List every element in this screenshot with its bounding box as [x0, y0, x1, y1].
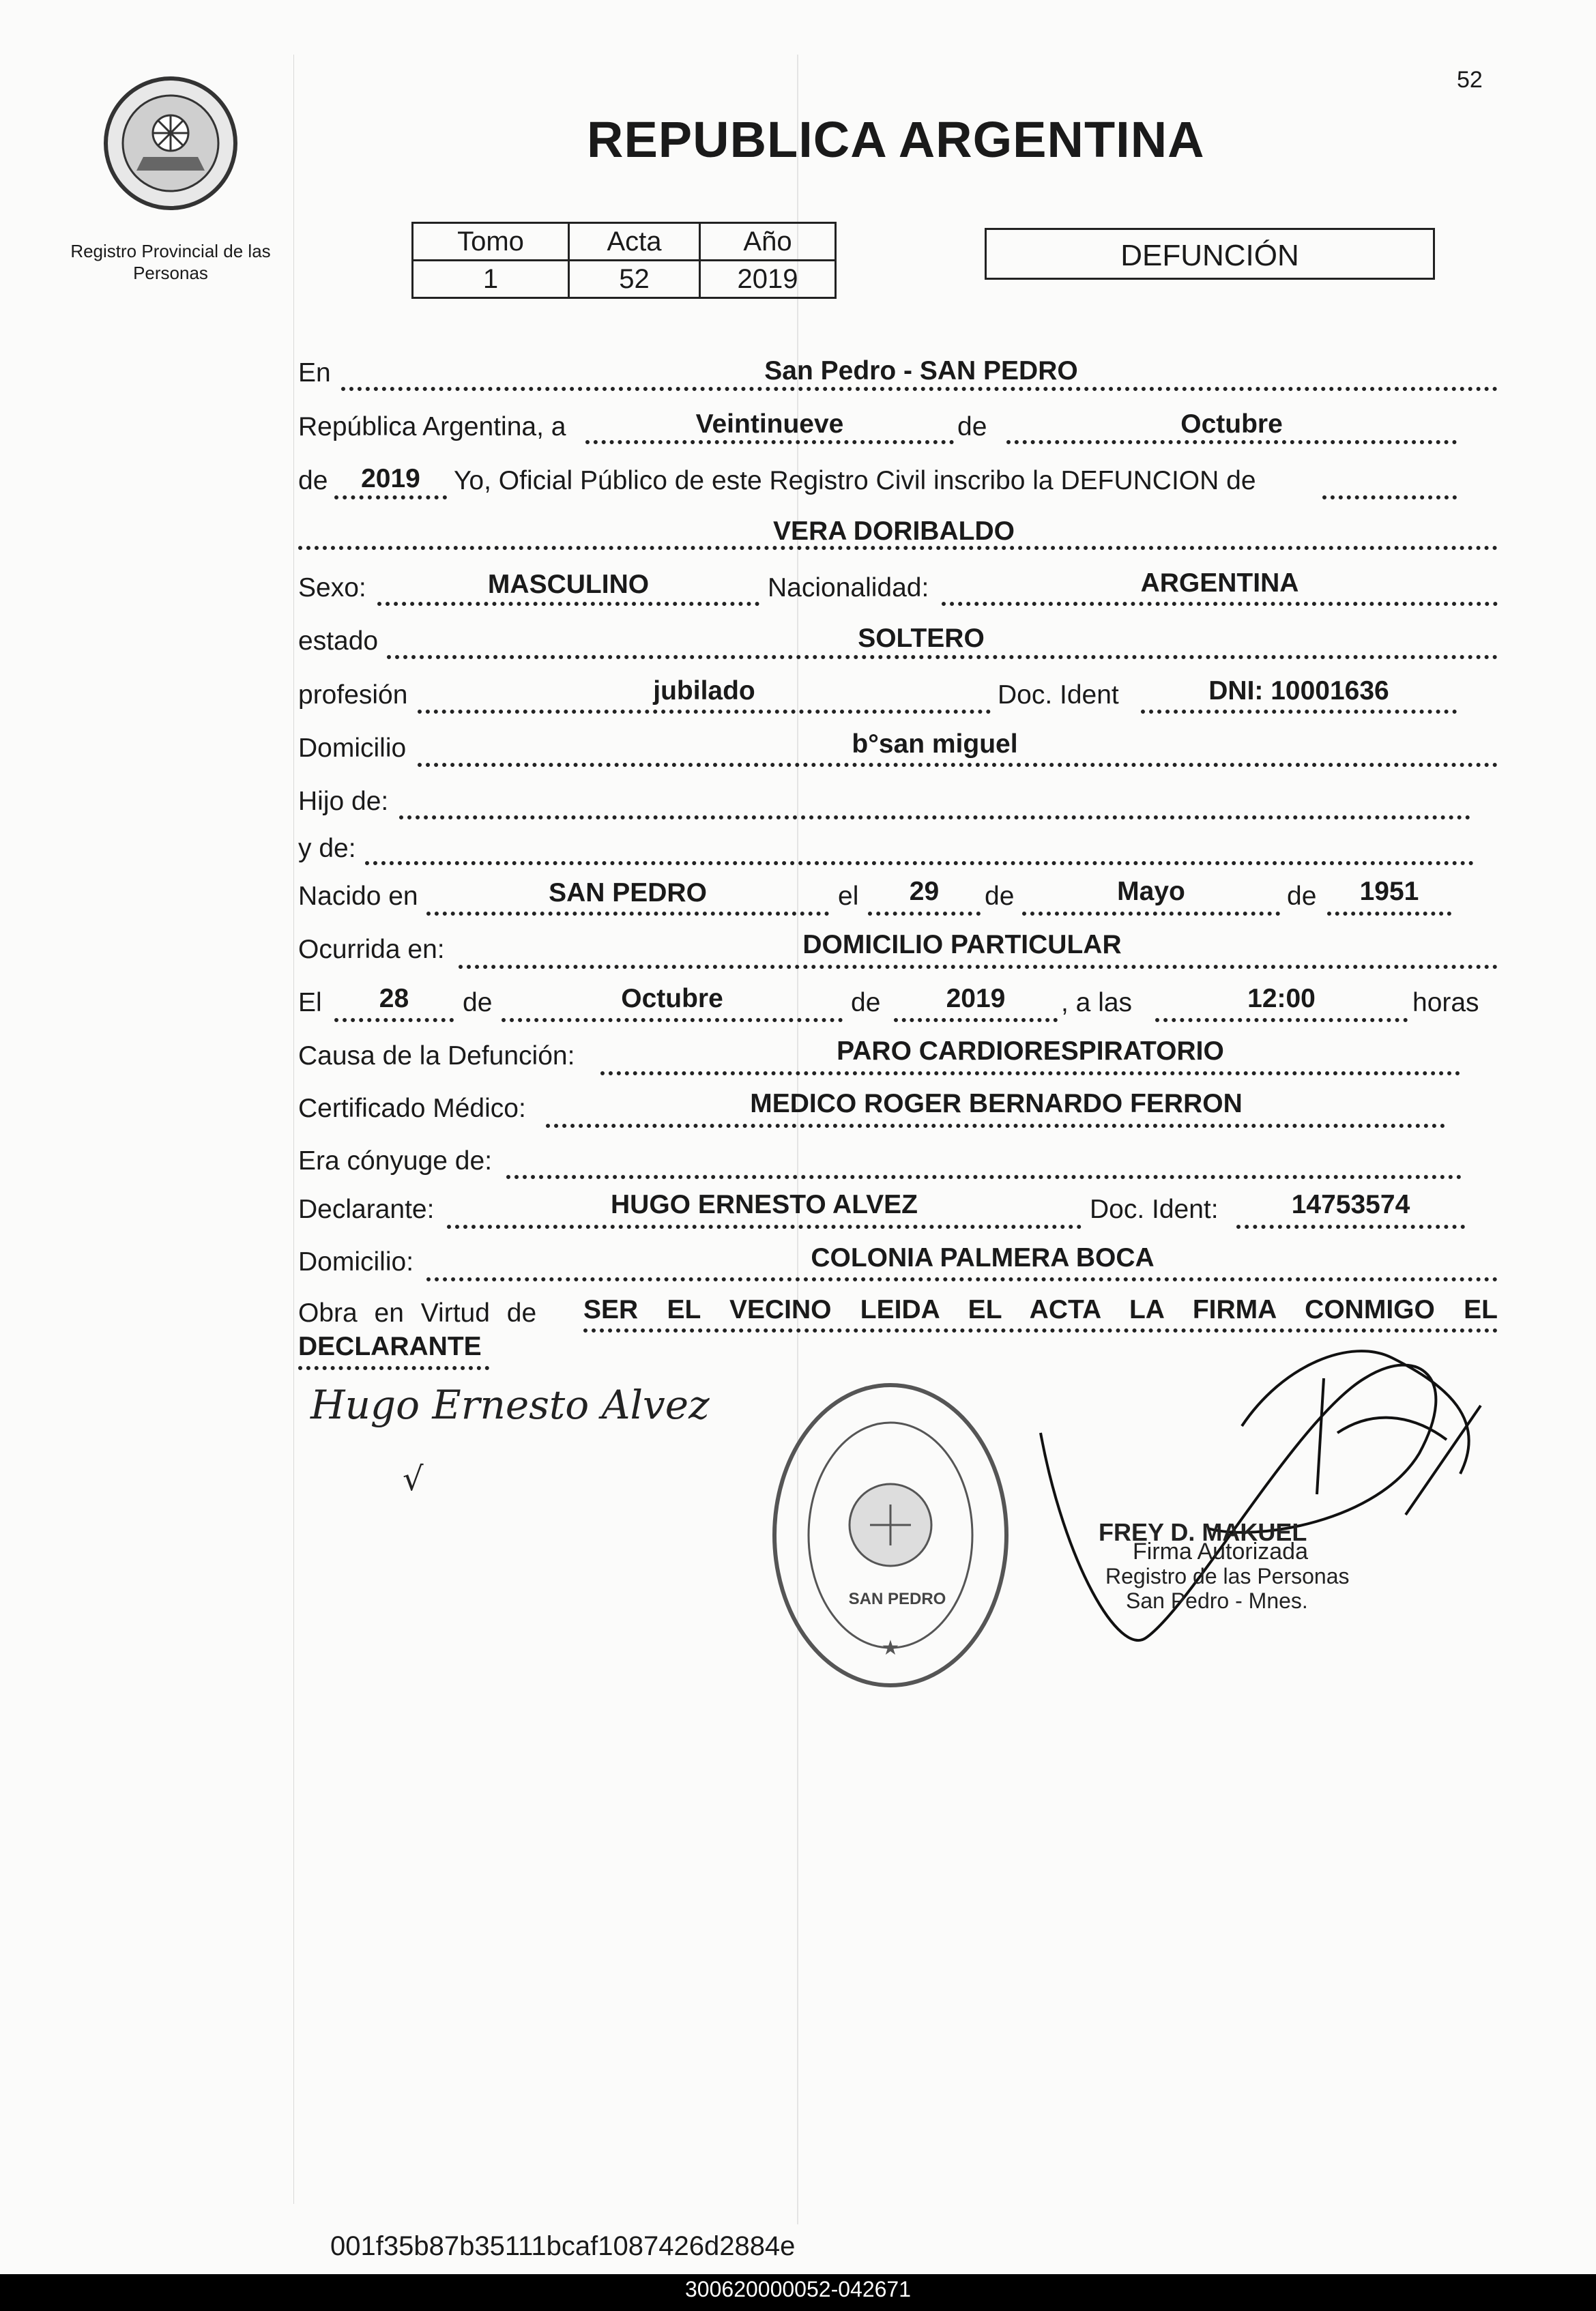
sexo-line — [377, 602, 759, 606]
sexo-label: Sexo: — [298, 573, 366, 602]
table-header-anio: Año — [700, 223, 836, 261]
declarante-signature: Hugo Ernesto Alvez — [310, 1382, 710, 1428]
profesion-line — [418, 710, 991, 714]
nacionalidad-line — [942, 602, 1498, 606]
hijo-label: Hijo de: — [298, 787, 389, 816]
registry-stamp — [768, 1378, 1013, 1692]
profesion-value: jubilado — [653, 676, 755, 706]
ocurrida-line — [459, 965, 1498, 969]
de-label-5: de — [463, 988, 493, 1017]
year-line — [334, 495, 447, 499]
de-label-4: de — [1287, 882, 1317, 911]
nacionalidad-value: ARGENTINA — [1140, 568, 1299, 598]
official-stamp-line-1: FREY D. MAKUEL — [1099, 1518, 1307, 1546]
month-line — [1006, 440, 1457, 444]
registry-name: Registro Provincial de las Personas — [70, 241, 271, 283]
declarante-domicilio-value: COLONIA PALMERA BOCA — [811, 1243, 1155, 1273]
place-line — [341, 387, 1498, 391]
causa-line — [600, 1071, 1460, 1075]
birth-month-value: Mayo — [1117, 877, 1185, 906]
official-stamp-line-2: Firma Autorizada — [1133, 1539, 1308, 1565]
death-day-value: 28 — [379, 984, 409, 1013]
republica-label: República Argentina, a — [298, 412, 566, 441]
hijo-line — [399, 815, 1470, 819]
domicilio-value: b°san miguel — [852, 729, 1018, 759]
obra-text-1: SER EL VECINO LEIDA EL ACTA LA FIRMA CONMIGO EL — [583, 1295, 1498, 1324]
obra-line-1 — [583, 1328, 1498, 1333]
province-seal-logo — [96, 68, 246, 218]
obra-line-2 — [298, 1366, 489, 1370]
day-words-line — [585, 440, 954, 444]
de-label-1: de — [957, 412, 987, 441]
footer-code: 300620000052-042671 — [685, 2277, 911, 2301]
document-title: REPUBLICA ARGENTINA — [587, 111, 1205, 168]
death-year-line — [894, 1018, 1058, 1022]
nacido-line — [426, 912, 829, 916]
doc-ident-label: Doc. Ident — [998, 680, 1119, 710]
document-hash: 001f35b87b35111bcaf1087426d2884e — [330, 2231, 796, 2261]
table-value-acta: 52 — [569, 261, 700, 298]
certificado-label: Certificado Médico: — [298, 1094, 526, 1123]
record-table-header — [413, 223, 836, 261]
doc-ident-line — [1141, 710, 1457, 714]
horas-label: horas — [1412, 988, 1479, 1017]
birth-month-line — [1022, 912, 1280, 916]
causa-label: Causa de la Defunción: — [298, 1041, 575, 1071]
profesion-label: profesión — [298, 680, 408, 710]
conyuge-label: Era cónyuge de: — [298, 1146, 493, 1176]
death-month-value: Octubre — [621, 984, 723, 1013]
margin-line — [293, 55, 294, 2204]
en-label: En — [298, 358, 331, 388]
death-time-line — [1155, 1018, 1408, 1022]
table-header-acta: Acta — [569, 223, 700, 261]
y-de-label: y de: — [298, 834, 356, 863]
domicilio2-label: Domicilio: — [298, 1247, 414, 1277]
table-value-tomo: 1 — [413, 261, 569, 298]
official-stamp-line-4: San Pedro - Mnes. — [1126, 1588, 1308, 1613]
death-month-line — [502, 1018, 843, 1022]
nacionalidad-label: Nacionalidad: — [768, 573, 929, 602]
official-signature-scribble — [1037, 1337, 1508, 1685]
record-table — [411, 222, 837, 299]
domicilio-line — [418, 763, 1498, 767]
doc-ident-value: DNI: 10001636 — [1208, 676, 1389, 706]
deceased-name: VERA DORIBALDO — [773, 517, 1015, 546]
certificado-line — [546, 1124, 1445, 1128]
birth-day-value: 29 — [909, 877, 940, 906]
declarante-line — [447, 1225, 1082, 1229]
birth-year-line — [1327, 912, 1451, 916]
birth-year-value: 1951 — [1359, 877, 1419, 906]
a-las-label: , a las — [1061, 988, 1133, 1017]
causa-value: PARO CARDIORESPIRATORIO — [837, 1036, 1224, 1066]
declarante-value: HUGO ERNESTO ALVEZ — [611, 1190, 918, 1219]
de-label-6: de — [851, 988, 881, 1017]
declarante-doc-line — [1236, 1225, 1465, 1229]
check-mark: √ — [403, 1460, 424, 1498]
y-de-line — [365, 861, 1474, 865]
sexo-value: MASCULINO — [487, 570, 650, 599]
stamp-place: SAN PEDRO — [848, 1590, 946, 1608]
obra-text-2: DECLARANTE — [298, 1332, 482, 1361]
de-label-3: de — [985, 882, 1015, 911]
svg-text:★: ★ — [881, 1636, 900, 1660]
record-table-values — [413, 261, 836, 298]
death-time-value: 12:00 — [1247, 984, 1316, 1013]
official-stamp-line-3: Registro de las Personas — [1105, 1564, 1350, 1588]
estado-label: estado — [298, 626, 379, 656]
table-value-anio: 2019 — [700, 261, 836, 298]
el-cap-label: El — [298, 988, 322, 1017]
inscribo-line — [1322, 495, 1457, 499]
birth-day-line — [868, 912, 981, 916]
table-header-tomo: Tomo — [413, 223, 569, 261]
nacido-value: SAN PEDRO — [549, 878, 707, 907]
domicilio2-line — [426, 1277, 1498, 1281]
ocurrida-value: DOMICILIO PARTICULAR — [802, 930, 1122, 959]
conyuge-line — [506, 1175, 1462, 1179]
de-label-2: de — [298, 466, 328, 495]
place-value: San Pedro - SAN PEDRO — [764, 356, 1078, 386]
death-day-line — [334, 1018, 454, 1022]
death-year-value: 2019 — [946, 984, 1006, 1013]
record-type-box: DEFUNCIÓN — [985, 228, 1435, 280]
ocurrida-label: Ocurrida en: — [298, 935, 445, 964]
certificado-value: MEDICO ROGER BERNARDO FERRON — [750, 1089, 1243, 1118]
day-words-value: Veintinueve — [695, 409, 844, 439]
year-value: 2019 — [361, 464, 420, 493]
estado-line — [387, 655, 1498, 659]
page-number: 52 — [1457, 67, 1483, 93]
declarante-doc-value: 14753574 — [1291, 1190, 1410, 1219]
declarante-doc-label: Doc. Ident: — [1090, 1195, 1219, 1224]
month-value: Octubre — [1180, 409, 1283, 439]
estado-value: SOLTERO — [858, 624, 985, 653]
declarante-label: Declarante: — [298, 1195, 435, 1224]
inscribo-text: Yo, Oficial Público de este Registro Civil inscribo la DEFUNCION de — [454, 466, 1256, 495]
el-label: el — [838, 882, 859, 911]
obra-label: Obra en Virtud de — [298, 1298, 537, 1328]
domicilio-label: Domicilio — [298, 733, 407, 763]
nacido-label: Nacido en — [298, 882, 418, 911]
